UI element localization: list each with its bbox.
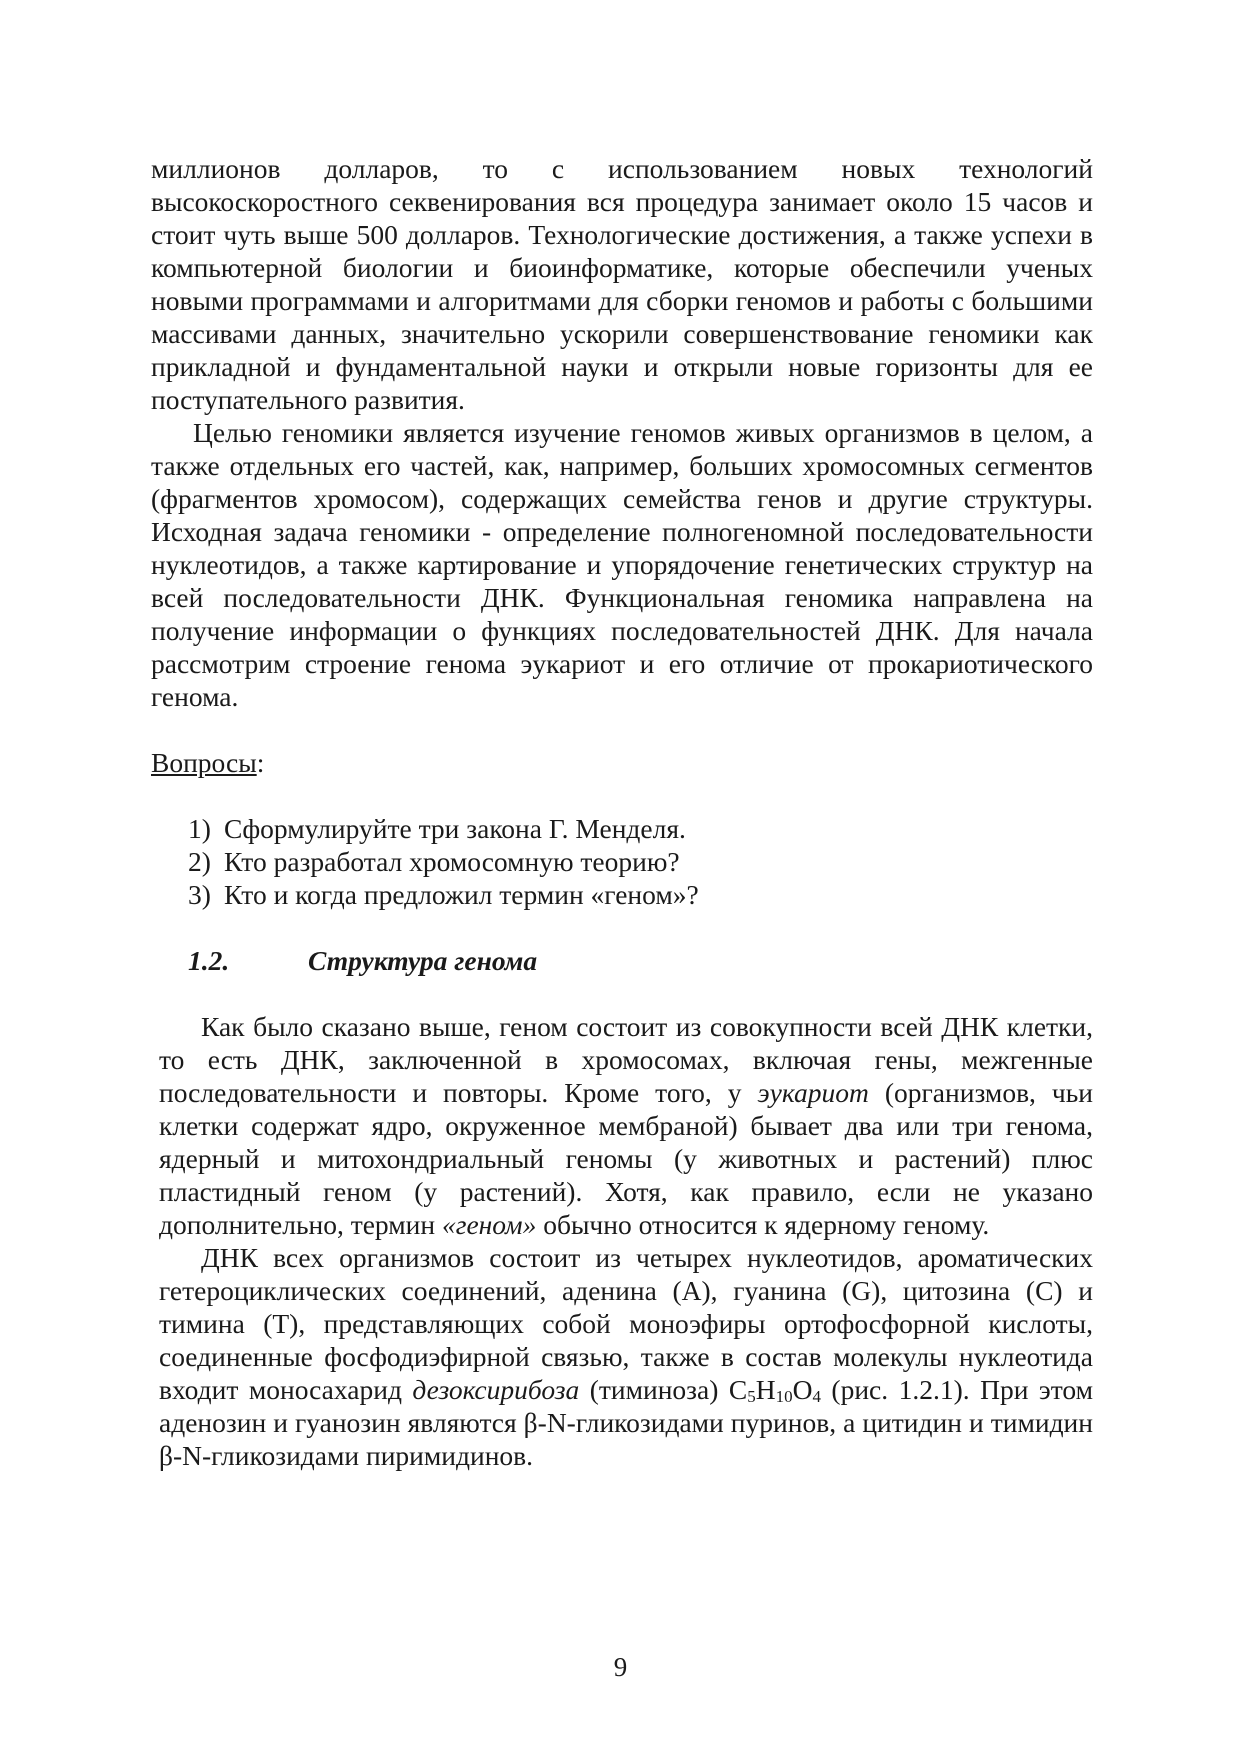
formula-subscript: 5	[747, 1387, 756, 1406]
page-content	[151, 152, 1093, 1472]
section-number: 1.2.	[188, 945, 230, 976]
text-run: Как было сказано выше, геном состоит из совокупности всей ДНК клетки, то есть ДНК, заключенной в хромосомах, включая гены, межгенные последовательности и повторы. Кроме того, у	[159, 1011, 1093, 1108]
list-item-text: Сформулируйте три закона Г. Менделя.	[224, 813, 686, 844]
text-run: (организмов, чьи клетки содержат ядро, окруженное мембраной) бывает два или три генома, ядерный и митохондриальный геномы (у животных и растений) плюс пластидный геном (у растений). Хотя, как правило, если не указано дополнительно, термин	[159, 1077, 1093, 1240]
list-item-number: 2)	[188, 846, 211, 877]
italic-term: «геном»	[441, 1209, 537, 1240]
questions-heading	[151, 746, 1093, 779]
paragraph: Целью геномики является изучение геномов живых организмов в целом, а также отдельных его частей, как, например, больших хромосомных сегментов (фрагментов хромосом), содержащих семейства генов и другие структуры. Исходная задача геномики - определение полногеномной последовательности нуклеотидов, а также картирование и упорядочение генетических структур на всей последовательности ДНК. Функциональная геномика направлена на получение информации о функциях последовательностей ДНК. Для начала рассмотрим строение генома эукариот и его отличие от прокариотического генома.	[151, 417, 1093, 712]
formula-element: O	[792, 1374, 813, 1405]
list-item-text: Кто разработал хромосомную теорию?	[224, 846, 680, 877]
text-run: обычно относится к ядерному геному.	[536, 1209, 990, 1240]
section-body	[151, 1010, 1093, 1472]
list-item	[188, 878, 1093, 911]
paragraph	[159, 1010, 1093, 1241]
list-item-number: 3)	[188, 879, 211, 910]
text-run: ДНК всех организмов состоит из четырех нуклеотидов, ароматических гетероциклических соединений, аденина (А), гуанина (G), цитозина (С) и тимина (Т), представляющих собой моноэфиры ортофосфорной кислоты, соединенные фосфодиэфирной связью, также в состав молекулы нуклеотида входит моносахарид	[159, 1242, 1093, 1405]
paragraph	[159, 1241, 1093, 1472]
italic-term: эукариот	[757, 1077, 869, 1108]
questions-heading-label: Вопросы	[151, 747, 257, 778]
list-item-number: 1)	[188, 813, 211, 844]
list-item	[188, 812, 1093, 845]
text-run: (рис. 1.2.1). При этом аденозин и гуанозин являются β-N-гликозидами пуринов, а цитидин и тимидин β-N-гликозидами пиримидинов.	[159, 1374, 1093, 1471]
section-heading	[151, 944, 1093, 977]
paragraph: миллионов долларов, то с использованием новых технологий высокоскоростного секвенирования вся процедура занимает около 15 часов и стоит чуть выше 500 долларов. Технологические достижения, а также успехи в компьютерной биологии и биоинформатике, которые обеспечили ученых новыми программами и алгоритмами для сборки геномов и работы с большими массивами данных, значительно ускорили совершенствование геномики как прикладной и фундаментальной науки и открыли новые горизонты для ее поступательного развития.	[151, 153, 1093, 415]
formula-subscript: 10	[775, 1387, 793, 1406]
formula-element: H	[755, 1374, 776, 1405]
text-run: (тиминоза) C	[579, 1374, 748, 1405]
formula-subscript: 4	[812, 1387, 821, 1406]
italic-term: дезоксирибоза	[412, 1374, 580, 1405]
section-title: Структура генома	[308, 945, 538, 976]
questions-list	[151, 812, 1093, 911]
list-item-text: Кто и когда предложил термин «геном»?	[224, 879, 699, 910]
page-number: 9	[613, 1652, 628, 1682]
questions-heading-colon: :	[256, 747, 265, 778]
list-item	[188, 845, 1093, 878]
